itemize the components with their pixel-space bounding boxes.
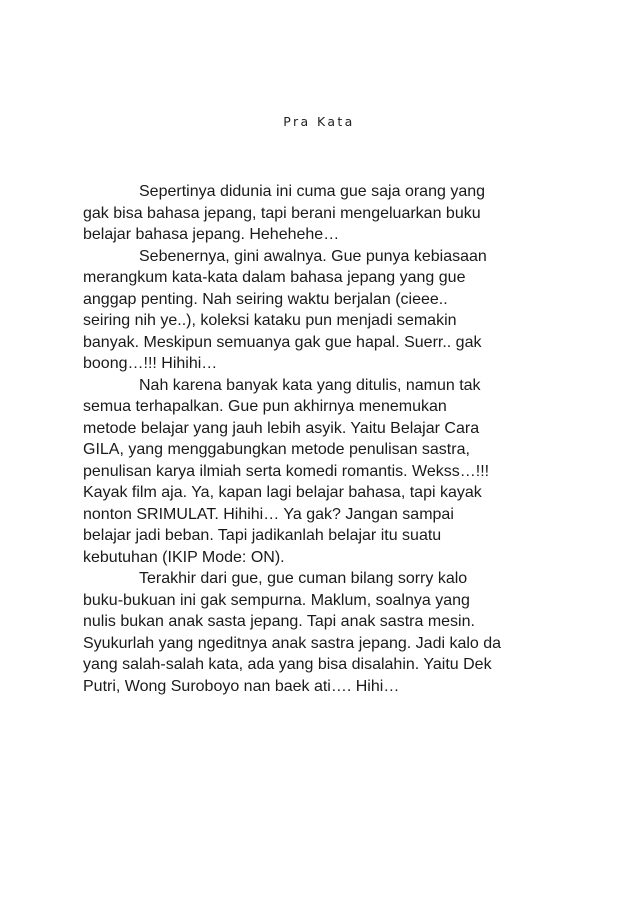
paragraph xyxy=(83,246,559,375)
text-line: penulisan karya ilmiah serta komedi romantis. Wekss…!!! xyxy=(83,462,490,480)
text-line: Sebenernya, gini awalnya. Gue punya kebiasaan xyxy=(139,247,487,265)
text-line: GILA, yang menggabungkan metode penulisan sastra, xyxy=(83,441,470,458)
text-line: Syukurlah yang ngeditnya anak sastra jepang. Jadi kalo da xyxy=(83,634,502,652)
body-text xyxy=(83,181,559,697)
text-line: belajar jadi beban. Tapi jadikanlah belajar itu suatu xyxy=(83,527,442,544)
text-line: anggap penting. Nah seiring waktu berjalan (cieee.. xyxy=(83,290,448,308)
text-line: Putri, Wong Suroboyo nan baek ati…. Hihi… xyxy=(83,677,400,695)
text-line: boong…!!! Hihihi… xyxy=(83,355,218,372)
text-line: semua terhapalkan. Gue pun akhirnya menemukan xyxy=(83,398,447,415)
text-line: buku-bukuan ini gak sempurna. Maklum, soalnya yang xyxy=(83,591,470,609)
paragraph xyxy=(83,375,559,569)
text-line: merangkum kata-kata dalam bahasa jepang yang gue xyxy=(83,269,466,286)
text-line: seiring nih ye..), koleksi kataku pun menjadi semakin xyxy=(83,312,457,329)
text-line: metode belajar yang jauh lebih asyik. Yaitu Belajar Cara xyxy=(83,419,480,437)
text-line: kebutuhan (IKIP Mode: ON). xyxy=(83,548,285,566)
text-line: Kayak film aja. Ya, kapan lagi belajar bahasa, tapi kayak xyxy=(83,484,482,501)
text-line: Sepertinya didunia ini cuma gue saja orang yang xyxy=(139,183,486,200)
text-line: gak bisa bahasa jepang, tapi berani mengeluarkan buku xyxy=(83,204,481,222)
text-line: belajar bahasa jepang. Hehehehe… xyxy=(83,226,340,243)
paragraph xyxy=(83,181,559,246)
text-line: Nah karena banyak kata yang ditulis, namun tak xyxy=(139,376,481,394)
text-line: nulis bukan anak sasta jepang. Tapi anak sastra mesin. xyxy=(83,613,475,630)
page-title: Pra Kata xyxy=(283,114,355,129)
text-line: banyak. Meskipun semuanya gak gue hapal. Suerr.. gak xyxy=(83,333,482,351)
text-line: nonton SRIMULAT. Hihihi… Ya gak? Jangan sampai xyxy=(83,505,454,523)
text-line: Terakhir dari gue, gue cuman bilang sorry kalo xyxy=(139,570,468,587)
text-line: yang salah-salah kata, ada yang bisa disalahin. Yaitu Dek xyxy=(83,656,492,673)
paragraph xyxy=(83,568,559,697)
